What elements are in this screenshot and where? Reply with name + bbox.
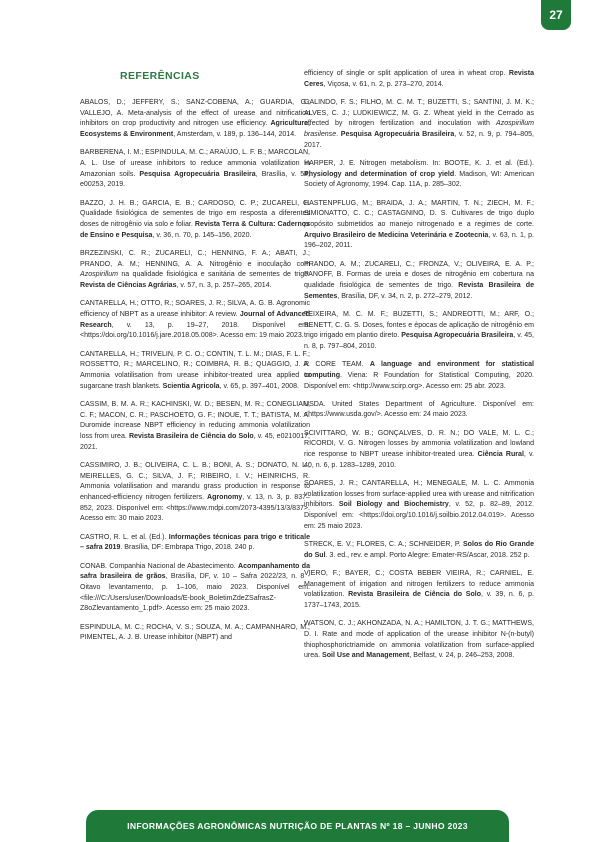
reference-title: Revista Brasileira de Sementes [304, 281, 534, 300]
reference-text: , v. 65, p. 397–401, 2008. [219, 382, 299, 390]
reference-text: . Viena: R Foundation for Statistical Computing, 2020. Disponível em: <http://www.scirp.org>. Acesso em: 25 abr. 2023. [304, 371, 534, 390]
reference-title: Journal of Advanced Research [80, 310, 311, 329]
reference-title: A language and environment for statistical computing [304, 361, 534, 379]
reference-text: STRECK, E. V.; FLORES, C. A.; SCHNEIDER, P. [304, 541, 463, 549]
reference-title: Agriculture, Ecosystems & Environment [80, 120, 310, 139]
reference-text: BARBERENA, I. M.; ESPINDULA, M. C.; ARAÚJO, L. F. B.; MARCOLAN, A. L. Use of urease inhibitors to reduce ammonia volatilization in Amazonian soils. [80, 149, 310, 178]
reference-text: , v. 52, p. 82–89, 2012. Disponível em: <https://doi.org/10.1016/j.soilbio.2012.04.019>. Acesso em: 25 maio 2023. [304, 501, 534, 530]
reference-text: , v. 45, e0210017, 2021. [80, 432, 310, 451]
reference-text: , v. 13, p. 19–27, 2018. Disponível em: <https://doi.org/10.1016/j.jare.2018.05.008>. Acesso em: 19 maio 2023. [80, 321, 310, 340]
reference-text: , v. 40, n. 6, p. 1283–1289, 2010. [304, 451, 534, 469]
reference-list-right [304, 69, 534, 662]
reference-entry [80, 461, 310, 525]
references-column-left [80, 70, 310, 651]
reference-title: Pesquisa Agropecuária Brasileira [139, 170, 256, 178]
reference-title: Pesquisa Agropecuária Brasileira [401, 332, 514, 340]
reference-title: Scientia Agricola [162, 382, 220, 390]
reference-text: , Amsterdam, v. 189, p. 136–144, 2014. [173, 131, 297, 139]
reference-title: Revista de Ciências Agrárias [80, 282, 177, 290]
reference-title: Solos do Rio Grande do Sul [304, 541, 534, 559]
reference-text: R CORE TEAM. [304, 361, 370, 369]
reference-text: , Belfast, v. 24, p. 246–253, 2008. [409, 652, 515, 660]
page-number: 27 [541, 0, 571, 30]
reference-text: VIERO, F.; BAYER, C.; COSTA BEBER VIEIRA, R.; CARNIEL, E. Management of irrigation and nitrogen fertilizers to reduce ammonia volatilization. [304, 569, 534, 599]
reference-entry [304, 310, 534, 353]
reference-entry [304, 479, 534, 533]
reference-entry [80, 533, 310, 554]
references-column-right [304, 69, 534, 670]
reference-entry [304, 98, 534, 152]
reference-text: WATSON, C. J.; AKHONZADA, N. A.; HAMILTON, J. T. G.; MATTHEWS, D. I. Rate and mode of application of the urease inhibitor N-(n-butyl) thiophosphorictriamide on ammonia volatilization from surface-applied urea. [304, 620, 534, 660]
reference-text: CANTARELLA, H.; OTTO, R.; SOARES, J. R.; SILVA, A. G. B. Agronomic efficiency of NBPT as a urease inhibitor: A review. [80, 300, 310, 318]
reference-entry [304, 619, 534, 662]
reference-entry [80, 299, 310, 342]
reference-text: GALINDO, F. S.; FILHO, M. C. M. T.; BUZETTI, S.; SANTINI, J. M. K.; ALVES, C. J.; LUDKIEWICZ, M. G. Z. Wheat yield in the Cerrado as affected by nitrogen fertilization and inoculation with [304, 98, 534, 128]
reference-entry [80, 199, 310, 242]
reference-entry [304, 540, 534, 561]
reference-text: SCIVITTARO, W. B.; GONÇALVES, D. R. N.; DO VALE, M. L. C.; RICORDI, V. G. Nitrogen losses by ammonia volatilization and lowland rice response to NBPT urease inhibitor-treated urea. [304, 429, 534, 459]
reference-title: Pesquisa Agropecuária Brasileira [340, 131, 455, 139]
reference-text: HASTENPFLUG, M.; BRAIDA, J. A.; MARTIN, T. N.; ZIECH, M. F.; SIMIONATTO, C. C.; CASTAGNINO, D. S. Cultivares de trigo duplo propósito submetidos ao manejo nitrogenado e a regimes de corte. [304, 199, 534, 228]
reference-text: , v. 57, n. 3, p. 257–265, 2014. [176, 282, 272, 290]
footer-banner: INFORMAÇÕES AGRONÔMICAS NUTRIÇÃO DE PLANTAS Nº 18 – JUNHO 2023 [86, 810, 509, 842]
reference-title: Soil Use and Management [322, 652, 410, 660]
reference-text: . 3. ed., rev. e ampl. Porto Alegre: Emater-RS/Ascar, 2018. 252 p. [325, 551, 530, 559]
reference-entry [304, 260, 534, 303]
reference-entry [304, 199, 534, 253]
reference-text: , v. 36, n. 70, p. 145–156, 2020. [152, 231, 252, 239]
reference-entry [80, 623, 310, 644]
reference-text: , Brasília, v. 54, e00253, 2019. [80, 170, 310, 189]
reference-text: TEIXEIRA, M. C. M. F.; BUZETTI, S.; ANDREOTTI, M.; ARF, O.; BENETT, C. G. S. Doses, fontes e épocas de aplicação de nitrogênio em trigo irrigado em plantio direto. [304, 310, 534, 340]
reference-entry [304, 69, 534, 90]
reference-title: Revista Brasileira de Ciência do Solo [348, 591, 482, 599]
reference-entry [80, 400, 310, 454]
reference-text: PRANDO, A. M.; ZUCARELI, C.; FRONZA, V.; OLIVEIRA, E. A. P.; PANOFF, B. Formas de ureia e doses de nitrogênio em cobertura na qualidade fisiológica de sementes de trigo. [304, 260, 534, 289]
reference-entry [80, 249, 310, 292]
reference-entry [304, 400, 534, 421]
reference-text: SOARES, J. R.; CANTARELLA, H.; MENEGALE, M. L. C. Ammonia volatilization losses from surface-applied urea with urease and nitrification inhibitors. [304, 480, 534, 509]
reference-title: Arquivo Brasileiro de Medicina Veterinária e Zootecnia [304, 231, 489, 239]
reference-text: USDA. United States Department of Agriculture. Disponível em: <https://www.usda.gov/>. Acesso em: 24 maio 2023. [304, 400, 534, 419]
reference-entry [304, 429, 534, 472]
reference-entry [80, 148, 310, 191]
reference-text: BAZZO, J. H. B.; GARCIA, E. B.; CARDOSO, C. P.; ZUCARELI, C. Qualidade fisiológica de sementes de trigo em resposta a diferentes doses de nitrogênio via solo e foliar. [80, 199, 310, 229]
reference-text: CANTARELLA, H.; TRIVELIN, P. C. O.; CONTIN, T. L. M.; DIAS, F. L. F.; ROSSETTO, R.; MARCELINO, R.; COIMBRA, R. B.; QUAGGIO, J. A. Ammonia volatilisation from urease inhibitor-treated urea applied to sugarcane trash blankets. [80, 350, 310, 390]
reference-italic: Azospirillum [80, 271, 118, 279]
reference-text: CASTRO, R. L. et al. (Ed.). [80, 533, 169, 541]
reference-list-left [80, 98, 310, 644]
reference-entry [304, 360, 534, 392]
reference-text: CASSIMIRO, J. B.; OLIVEIRA, C. L. B.; BONI, A. S.; DONATO, N. L.; MEIRELLES, G. C.; SILVA, J. F.; RIBEIRO, I. V.; HEINRICHS, R. Ammonia volatilisation and marandu grass production in response to enhanced-efficiency nitrogen fertilizers. [80, 461, 310, 501]
reference-title: Ciência Rural [477, 451, 524, 459]
reference-title: Acompanhamento da safra brasileira de grãos [80, 562, 310, 581]
reference-text: , Viçosa, v. 61, n. 2, p. 273–270, 2014. [323, 80, 444, 88]
reference-text: na qualidade fisiológica e sanitária de sementes de trigo. [117, 271, 310, 279]
reference-text: HARPER, J. E. Nitrogen metabolism. In: BOOTE, K. J. et al. (Ed.). [304, 159, 534, 167]
reference-title: Informações técnicas para trigo e triticale – safra 2019 [80, 533, 310, 552]
reference-text: . Madison, WI: American Society of Agronomy, 1994. Cap. 11A, p. 285–302. [304, 170, 534, 189]
reference-text: CONAB. Companhia Nacional de Abastecimento. [80, 562, 238, 570]
reference-entry [304, 569, 534, 612]
reference-text: . Brasília, DF: Embrapa Trigo, 2018. 240 p. [120, 544, 255, 552]
reference-text: ESPINDULA, M. C.; ROCHA, V. S.; SOUZA, M. A.; CAMPANHARO, M.; PIMENTEL, A. J. B. Urease inhibitor (NBPT) and [80, 623, 310, 642]
reference-title: Revista Ceres [304, 70, 534, 88]
reference-entry [80, 98, 310, 141]
reference-title: Revista Terra & Cultura: Cadernos de Ensino e Pesquisa [80, 221, 311, 239]
reference-entry [304, 159, 534, 191]
reference-text: , v. 52, n. 9, p. 794–805, 2017. [304, 131, 535, 149]
reference-title: Agronomy [207, 494, 243, 501]
reference-text: , v. 63, n. 1, p. 196–202, 2011. [304, 231, 534, 250]
reference-text: , Brasília, DF, v. 10 – Safra 2022/23, n. 8 - Oitavo levantamento, p. 1–106, maio 2023. Disponível em: <file:///C:/Users/user/Downloads/E-book_BoletimZdeZSafrasZ-Z8oZlevantamento_1.pdf>. Acesso em: 25 maio 2023. [80, 573, 310, 613]
reference-text: . [336, 131, 341, 139]
reference-title: Revista Brasileira de Ciência do Solo [128, 432, 254, 440]
reference-text: , v. 45, n. 8, p. 797–804, 2010. [304, 332, 535, 350]
reference-text: , v. 13, n. 3, p. 837–852, 2023. Disponível em: <https://www.mdpi.com/2073-4395/13/3/837>. Acesso em: 30 maio 2023. [80, 494, 310, 523]
reference-text: CASSIM, B. M. A. R.; KACHINSKI, W. D.; BESEN, M. R.; CONEGLIAN, C. F.; MACON, C. R.; PASCHOETO, G. F.; INOUE, T. T.; BATISTA, M. A. Duromide increase NBPT efficiency in reducing ammonia volatilization loss from urea. [80, 400, 310, 440]
reference-text: ABALOS, D.; JEFFERY, S.; SANZ-COBENA, A.; GUARDIA, G.; VALLEJO, A. Meta-analysis of the effect of urease and nitrification inhibitors on crop productivity and nitrogen use efficiency. [80, 99, 310, 128]
reference-title: Physiology and determination of crop yield [304, 170, 455, 178]
reference-text: , v. 39, n. 6, p. 1737–1743, 2015. [304, 591, 534, 610]
reference-title: Soil Biology and Biochemistry [338, 501, 449, 509]
section-title: REFERÊNCIAS [120, 70, 200, 82]
reference-text: , Brasília, DF, v. 34, n. 2, p. 272–279, 2012. [337, 292, 473, 300]
reference-entry [80, 350, 310, 393]
reference-entry [80, 562, 310, 616]
reference-text: BRZEZINSKI, C. R.; ZUCARELI, C.; HENNING, F. A.; ABATI, J.; PRANDO, A. M.; HENNING, A. A. Nitrogênio e inoculação com [80, 249, 310, 268]
reference-italic: Azospirillum brasilense [304, 120, 534, 139]
reference-text: efficiency of single or split application of urea in wheat crop. [304, 70, 509, 77]
